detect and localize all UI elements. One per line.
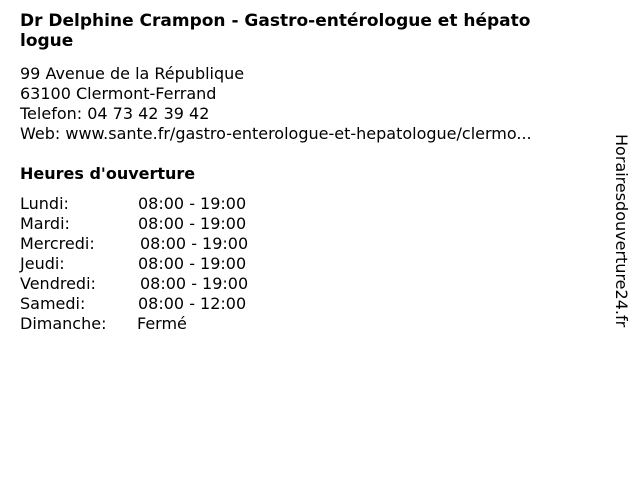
time-value: 08:00 - 19:00 (138, 254, 247, 273)
city-address: 63100 Clermont-Ferrand (20, 84, 217, 103)
time-value: 08:00 - 19:00 (138, 194, 247, 213)
page-title-line-2: logue (20, 31, 74, 51)
time-value: 08:00 - 19:00 (138, 214, 247, 233)
day-label: Mardi: (20, 214, 70, 233)
day-label: Lundi: (20, 194, 69, 213)
phone-number: Telefon: 04 73 42 39 42 (20, 104, 210, 123)
time-value: 08:00 - 19:00 (140, 234, 249, 253)
time-value: Fermé (137, 314, 187, 333)
side-brand-label: Horairesdouverture24.fr (612, 134, 631, 328)
address-block (20, 64, 532, 144)
day-label: Samedi: (20, 294, 86, 313)
time-value: 08:00 - 19:00 (140, 274, 249, 293)
page-title-line-1: Dr Delphine Crampon - Gastro-entérologue et hépato (20, 11, 531, 31)
day-label: Vendredi: (20, 274, 96, 293)
street-address: 99 Avenue de la République (20, 64, 245, 83)
website-link[interactable]: Web: www.sante.fr/gastro-enterologue-et-hepatologue/clermo... (20, 124, 532, 143)
day-label: Mercredi: (20, 234, 95, 253)
time-value: 08:00 - 12:00 (138, 294, 247, 313)
opening-hours-heading: Heures d'ouverture (20, 164, 196, 183)
day-label: Dimanche: (20, 314, 107, 333)
day-label: Jeudi: (20, 254, 65, 273)
page-title (20, 11, 620, 51)
